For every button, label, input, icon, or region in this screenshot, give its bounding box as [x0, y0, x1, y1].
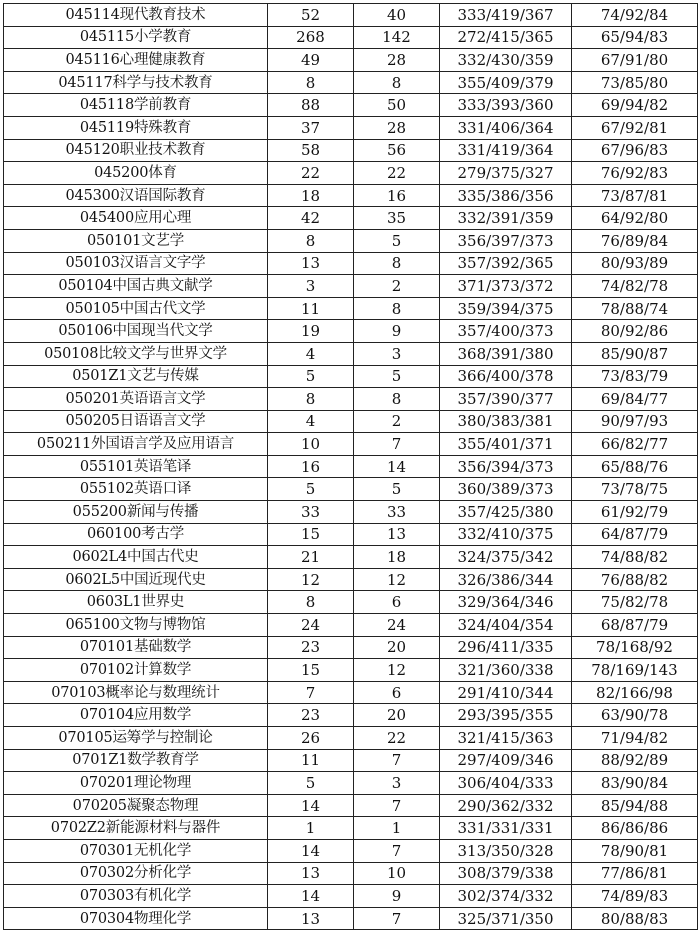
total-score-cell: 321/415/363 — [440, 727, 572, 750]
admitted-cell: 56 — [354, 139, 440, 162]
subject-score-cell: 73/78/75 — [572, 478, 698, 501]
program-name-cell: 045400应用心理 — [4, 207, 268, 230]
admitted-cell: 8 — [354, 297, 440, 320]
admitted-cell: 8 — [354, 252, 440, 275]
applicants-cell: 8 — [268, 229, 354, 252]
subject-score-cell: 76/92/83 — [572, 162, 698, 185]
admitted-cell: 5 — [354, 478, 440, 501]
admitted-cell: 22 — [354, 162, 440, 185]
program-name-cell: 0602L4中国古代史 — [4, 546, 268, 569]
table-row — [4, 839, 698, 862]
program-name-cell: 070304物理化学 — [4, 907, 268, 930]
total-score-cell: 371/373/372 — [440, 275, 572, 298]
subject-score-cell: 66/82/77 — [572, 433, 698, 456]
subject-score-cell: 76/89/84 — [572, 229, 698, 252]
program-name-cell: 045118学前教育 — [4, 94, 268, 117]
admitted-cell: 14 — [354, 455, 440, 478]
applicants-cell: 11 — [268, 749, 354, 772]
subject-score-cell: 74/88/82 — [572, 546, 698, 569]
applicants-cell: 14 — [268, 839, 354, 862]
applicants-cell: 88 — [268, 94, 354, 117]
total-score-cell: 272/415/365 — [440, 26, 572, 49]
total-score-cell: 332/410/375 — [440, 523, 572, 546]
applicants-cell: 12 — [268, 568, 354, 591]
program-name-cell: 070101基础数学 — [4, 636, 268, 659]
program-name-cell: 070105运筹学与控制论 — [4, 727, 268, 750]
table-row — [4, 907, 698, 930]
subject-score-cell: 67/92/81 — [572, 116, 698, 139]
subject-score-cell: 73/83/79 — [572, 365, 698, 388]
table-row — [4, 817, 698, 840]
applicants-cell: 37 — [268, 116, 354, 139]
applicants-cell: 7 — [268, 681, 354, 704]
program-name-cell: 070103概率论与数理统计 — [4, 681, 268, 704]
total-score-cell: 355/401/371 — [440, 433, 572, 456]
program-name-cell: 065100文物与博物馆 — [4, 614, 268, 637]
total-score-cell: 302/374/332 — [440, 885, 572, 908]
applicants-cell: 26 — [268, 727, 354, 750]
total-score-cell: 279/375/327 — [440, 162, 572, 185]
table-row — [4, 862, 698, 885]
total-score-cell: 355/409/379 — [440, 71, 572, 94]
applicants-cell: 3 — [268, 275, 354, 298]
total-score-cell: 356/394/373 — [440, 455, 572, 478]
applicants-cell: 1 — [268, 817, 354, 840]
applicants-cell: 42 — [268, 207, 354, 230]
total-score-cell: 333/393/360 — [440, 94, 572, 117]
admitted-cell: 24 — [354, 614, 440, 637]
program-name-cell: 050201英语语言文学 — [4, 388, 268, 411]
subject-score-cell: 74/82/78 — [572, 275, 698, 298]
table-row — [4, 49, 698, 72]
admitted-cell: 28 — [354, 116, 440, 139]
program-name-cell: 070302分析化学 — [4, 862, 268, 885]
applicants-cell: 8 — [268, 71, 354, 94]
program-name-cell: 050104中国古典文献学 — [4, 275, 268, 298]
program-name-cell: 070205凝聚态物理 — [4, 794, 268, 817]
admitted-cell: 2 — [354, 410, 440, 433]
admitted-cell: 3 — [354, 342, 440, 365]
table-row — [4, 727, 698, 750]
subject-score-cell: 83/90/84 — [572, 772, 698, 795]
admitted-cell: 10 — [354, 862, 440, 885]
applicants-cell: 13 — [268, 252, 354, 275]
table-row — [4, 4, 698, 27]
applicants-cell: 11 — [268, 297, 354, 320]
total-score-cell: 356/397/373 — [440, 229, 572, 252]
total-score-cell: 359/394/375 — [440, 297, 572, 320]
total-score-cell: 332/430/359 — [440, 49, 572, 72]
subject-score-cell: 86/86/86 — [572, 817, 698, 840]
subject-score-cell: 77/86/81 — [572, 862, 698, 885]
total-score-cell: 306/404/333 — [440, 772, 572, 795]
table-row — [4, 71, 698, 94]
admitted-cell: 9 — [354, 320, 440, 343]
applicants-cell: 5 — [268, 365, 354, 388]
subject-score-cell: 69/84/77 — [572, 388, 698, 411]
program-name-cell: 0602L5中国近现代史 — [4, 568, 268, 591]
total-score-cell: 293/395/355 — [440, 704, 572, 727]
subject-score-cell: 69/94/82 — [572, 94, 698, 117]
program-name-cell: 045115小学教育 — [4, 26, 268, 49]
total-score-cell: 380/383/381 — [440, 410, 572, 433]
program-name-cell: 050106中国现当代文学 — [4, 320, 268, 343]
total-score-cell: 366/400/378 — [440, 365, 572, 388]
table-row — [4, 162, 698, 185]
applicants-cell: 13 — [268, 907, 354, 930]
total-score-cell: 357/400/373 — [440, 320, 572, 343]
applicants-cell: 23 — [268, 636, 354, 659]
admitted-cell: 5 — [354, 365, 440, 388]
admitted-cell: 12 — [354, 568, 440, 591]
applicants-cell: 23 — [268, 704, 354, 727]
program-name-cell: 070104应用数学 — [4, 704, 268, 727]
applicants-cell: 16 — [268, 455, 354, 478]
admitted-cell: 7 — [354, 433, 440, 456]
table-row — [4, 116, 698, 139]
subject-score-cell: 85/90/87 — [572, 342, 698, 365]
table-row — [4, 591, 698, 614]
applicants-cell: 5 — [268, 772, 354, 795]
program-name-cell: 055101英语笔译 — [4, 455, 268, 478]
program-name-cell: 045120职业技术教育 — [4, 139, 268, 162]
table-row — [4, 636, 698, 659]
table-row — [4, 252, 698, 275]
total-score-cell: 324/375/342 — [440, 546, 572, 569]
subject-score-cell: 61/92/79 — [572, 501, 698, 524]
subject-score-cell: 75/82/78 — [572, 591, 698, 614]
admitted-cell: 7 — [354, 907, 440, 930]
applicants-cell: 19 — [268, 320, 354, 343]
total-score-cell: 308/379/338 — [440, 862, 572, 885]
applicants-cell: 49 — [268, 49, 354, 72]
admitted-cell: 12 — [354, 659, 440, 682]
applicants-cell: 4 — [268, 342, 354, 365]
admitted-cell: 1 — [354, 817, 440, 840]
table-row — [4, 568, 698, 591]
subject-score-cell: 67/91/80 — [572, 49, 698, 72]
program-name-cell: 045114现代教育技术 — [4, 4, 268, 27]
table-row — [4, 455, 698, 478]
subject-score-cell: 76/88/82 — [572, 568, 698, 591]
applicants-cell: 18 — [268, 184, 354, 207]
subject-score-cell: 78/88/74 — [572, 297, 698, 320]
subject-score-cell: 90/97/93 — [572, 410, 698, 433]
admitted-cell: 6 — [354, 591, 440, 614]
admitted-cell: 142 — [354, 26, 440, 49]
total-score-cell: 331/419/364 — [440, 139, 572, 162]
subject-score-cell: 80/88/83 — [572, 907, 698, 930]
subject-score-cell: 68/87/79 — [572, 614, 698, 637]
admitted-cell: 3 — [354, 772, 440, 795]
program-name-cell: 045200体育 — [4, 162, 268, 185]
applicants-cell: 8 — [268, 388, 354, 411]
total-score-cell: 321/360/338 — [440, 659, 572, 682]
admitted-cell: 20 — [354, 636, 440, 659]
applicants-cell: 8 — [268, 591, 354, 614]
table-row — [4, 94, 698, 117]
admitted-cell: 7 — [354, 749, 440, 772]
table-row — [4, 523, 698, 546]
subject-score-cell: 73/87/81 — [572, 184, 698, 207]
table-row — [4, 26, 698, 49]
program-name-cell: 060100考古学 — [4, 523, 268, 546]
admitted-cell: 50 — [354, 94, 440, 117]
admitted-cell: 6 — [354, 681, 440, 704]
program-name-cell: 045300汉语国际教育 — [4, 184, 268, 207]
applicants-cell: 24 — [268, 614, 354, 637]
table-row — [4, 229, 698, 252]
table-row — [4, 275, 698, 298]
table-row — [4, 410, 698, 433]
admitted-cell: 8 — [354, 388, 440, 411]
applicants-cell: 58 — [268, 139, 354, 162]
subject-score-cell: 82/166/98 — [572, 681, 698, 704]
applicants-cell: 10 — [268, 433, 354, 456]
subject-score-cell: 71/94/82 — [572, 727, 698, 750]
subject-score-cell: 80/93/89 — [572, 252, 698, 275]
subject-score-cell: 65/94/83 — [572, 26, 698, 49]
subject-score-cell: 65/88/76 — [572, 455, 698, 478]
admitted-cell: 7 — [354, 839, 440, 862]
subject-score-cell: 88/92/89 — [572, 749, 698, 772]
table-row — [4, 365, 698, 388]
table-row — [4, 388, 698, 411]
admitted-cell: 33 — [354, 501, 440, 524]
table-row — [4, 704, 698, 727]
table-row — [4, 184, 698, 207]
program-name-cell: 070201理论物理 — [4, 772, 268, 795]
program-name-cell: 070303有机化学 — [4, 885, 268, 908]
admitted-cell: 20 — [354, 704, 440, 727]
admitted-cell: 5 — [354, 229, 440, 252]
subject-score-cell: 63/90/78 — [572, 704, 698, 727]
admission-score-table — [3, 3, 698, 930]
applicants-cell: 5 — [268, 478, 354, 501]
table-row — [4, 546, 698, 569]
total-score-cell: 331/406/364 — [440, 116, 572, 139]
table-row — [4, 749, 698, 772]
admitted-cell: 22 — [354, 727, 440, 750]
table-row — [4, 614, 698, 637]
subject-score-cell: 67/96/83 — [572, 139, 698, 162]
applicants-cell: 4 — [268, 410, 354, 433]
subject-score-cell: 78/168/92 — [572, 636, 698, 659]
admitted-cell: 13 — [354, 523, 440, 546]
table-row — [4, 433, 698, 456]
applicants-cell: 15 — [268, 523, 354, 546]
subject-score-cell: 80/92/86 — [572, 320, 698, 343]
admitted-cell: 35 — [354, 207, 440, 230]
total-score-cell: 325/371/350 — [440, 907, 572, 930]
table-row — [4, 342, 698, 365]
program-name-cell: 070102计算数学 — [4, 659, 268, 682]
table-row — [4, 659, 698, 682]
table-row — [4, 297, 698, 320]
total-score-cell: 331/331/331 — [440, 817, 572, 840]
table-row — [4, 501, 698, 524]
table-row — [4, 681, 698, 704]
subject-score-cell: 85/94/88 — [572, 794, 698, 817]
admitted-cell: 9 — [354, 885, 440, 908]
applicants-cell: 22 — [268, 162, 354, 185]
table-row — [4, 794, 698, 817]
table-row — [4, 320, 698, 343]
program-name-cell: 050103汉语言文字学 — [4, 252, 268, 275]
total-score-cell: 333/419/367 — [440, 4, 572, 27]
program-name-cell: 050108比较文学与世界文学 — [4, 342, 268, 365]
admitted-cell: 2 — [354, 275, 440, 298]
total-score-cell: 357/392/365 — [440, 252, 572, 275]
subject-score-cell: 73/85/80 — [572, 71, 698, 94]
total-score-cell: 326/386/344 — [440, 568, 572, 591]
table-row — [4, 139, 698, 162]
table-body — [4, 4, 698, 930]
applicants-cell: 33 — [268, 501, 354, 524]
admitted-cell: 28 — [354, 49, 440, 72]
program-name-cell: 070301无机化学 — [4, 839, 268, 862]
program-name-cell: 050101文艺学 — [4, 229, 268, 252]
applicants-cell: 21 — [268, 546, 354, 569]
program-name-cell: 055200新闻与传播 — [4, 501, 268, 524]
applicants-cell: 15 — [268, 659, 354, 682]
admitted-cell: 16 — [354, 184, 440, 207]
applicants-cell: 14 — [268, 794, 354, 817]
program-name-cell: 045116心理健康教育 — [4, 49, 268, 72]
subject-score-cell: 64/87/79 — [572, 523, 698, 546]
total-score-cell: 332/391/359 — [440, 207, 572, 230]
table-row — [4, 207, 698, 230]
program-name-cell: 0702Z2新能源材料与器件 — [4, 817, 268, 840]
program-name-cell: 055102英语口译 — [4, 478, 268, 501]
admitted-cell: 18 — [354, 546, 440, 569]
subject-score-cell: 78/169/143 — [572, 659, 698, 682]
total-score-cell: 297/409/346 — [440, 749, 572, 772]
total-score-cell: 368/391/380 — [440, 342, 572, 365]
admitted-cell: 8 — [354, 71, 440, 94]
subject-score-cell: 64/92/80 — [572, 207, 698, 230]
table-row — [4, 885, 698, 908]
total-score-cell: 357/425/380 — [440, 501, 572, 524]
applicants-cell: 13 — [268, 862, 354, 885]
program-name-cell: 050205日语语言文学 — [4, 410, 268, 433]
program-name-cell: 050211外国语言学及应用语言 — [4, 433, 268, 456]
subject-score-cell: 78/90/81 — [572, 839, 698, 862]
total-score-cell: 360/389/373 — [440, 478, 572, 501]
total-score-cell: 335/386/356 — [440, 184, 572, 207]
program-name-cell: 0501Z1文艺与传媒 — [4, 365, 268, 388]
table-row — [4, 478, 698, 501]
applicants-cell: 14 — [268, 885, 354, 908]
program-name-cell: 045119特殊教育 — [4, 116, 268, 139]
total-score-cell: 324/404/354 — [440, 614, 572, 637]
admitted-cell: 40 — [354, 4, 440, 27]
program-name-cell: 045117科学与技术教育 — [4, 71, 268, 94]
total-score-cell: 291/410/344 — [440, 681, 572, 704]
total-score-cell: 357/390/377 — [440, 388, 572, 411]
total-score-cell: 313/350/328 — [440, 839, 572, 862]
total-score-cell: 290/362/332 — [440, 794, 572, 817]
program-name-cell: 0701Z1数学教育学 — [4, 749, 268, 772]
total-score-cell: 296/411/335 — [440, 636, 572, 659]
program-name-cell: 050105中国古代文学 — [4, 297, 268, 320]
subject-score-cell: 74/89/83 — [572, 885, 698, 908]
subject-score-cell: 74/92/84 — [572, 4, 698, 27]
applicants-cell: 268 — [268, 26, 354, 49]
table-row — [4, 772, 698, 795]
total-score-cell: 329/364/346 — [440, 591, 572, 614]
program-name-cell: 0603L1世界史 — [4, 591, 268, 614]
applicants-cell: 52 — [268, 4, 354, 27]
admitted-cell: 7 — [354, 794, 440, 817]
